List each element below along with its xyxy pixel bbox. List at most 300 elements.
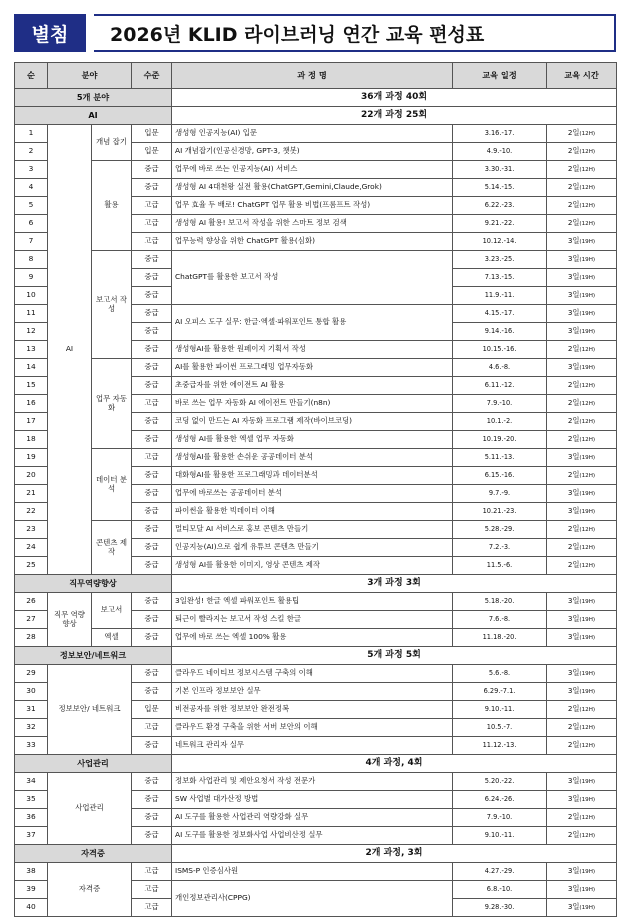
duration-days: 3일 xyxy=(567,362,580,372)
duration-days: 2일 xyxy=(567,830,580,840)
row-number: 5 xyxy=(15,197,48,215)
subfield-cell: 엑셀 xyxy=(92,629,132,647)
duration-hours: (19H) xyxy=(579,239,596,246)
level-cell: 중급 xyxy=(132,305,172,323)
level-cell: 중급 xyxy=(132,377,172,395)
section-summary: 3개 과정 3회 xyxy=(172,575,617,593)
duration-cell xyxy=(547,215,617,233)
level-cell: 입문 xyxy=(132,125,172,143)
duration-days: 3일 xyxy=(567,506,580,516)
course-name: 네트워크 관리자 실무 xyxy=(172,737,453,755)
table-row xyxy=(15,773,617,791)
level-cell: 중급 xyxy=(132,467,172,485)
course-name: 업무에 바로 쓰는 인공지능(AI) 서비스 xyxy=(172,161,453,179)
course-name: 기본 인프라 정보보안 실무 xyxy=(172,683,453,701)
duration-hours: (19H) xyxy=(579,293,596,300)
period-cell: 5.14.-15. xyxy=(453,179,547,197)
duration-hours: (19H) xyxy=(579,671,596,678)
level-cell: 고급 xyxy=(132,395,172,413)
row-number: 7 xyxy=(15,233,48,251)
duration-hours: (19H) xyxy=(579,779,596,786)
row-number: 3 xyxy=(15,161,48,179)
section-row xyxy=(15,647,617,665)
duration-days: 3일 xyxy=(567,308,580,318)
duration-hours: (19H) xyxy=(579,797,596,804)
duration-hours: (12H) xyxy=(579,437,596,444)
duration-days: 3일 xyxy=(567,596,580,606)
row-number: 26 xyxy=(15,593,48,611)
period-cell: 6.11.-12. xyxy=(453,377,547,395)
course-name: 생성형AI를 활용한 손쉬운 공공데이터 분석 xyxy=(172,449,453,467)
level-cell: 고급 xyxy=(132,215,172,233)
level-cell: 고급 xyxy=(132,719,172,737)
duration-days: 3일 xyxy=(567,326,580,336)
level-cell: 중급 xyxy=(132,179,172,197)
course-name: 업무에 바로 쓰는 엑셀 100% 활용 xyxy=(172,629,453,647)
duration-days: 2일 xyxy=(567,470,580,480)
duration-cell xyxy=(547,521,617,539)
level-cell: 중급 xyxy=(132,593,172,611)
duration-days: 2일 xyxy=(567,182,580,192)
row-number: 37 xyxy=(15,827,48,845)
row-number: 8 xyxy=(15,251,48,269)
duration-days: 3일 xyxy=(567,452,580,462)
subfield-cell: 보고서 xyxy=(92,593,132,629)
period-cell: 6.22.-23. xyxy=(453,197,547,215)
level-cell: 중급 xyxy=(132,539,172,557)
duration-hours: (12H) xyxy=(579,419,596,426)
course-name: 바로 쓰는 업무 자동화 AI 에이전트 만들기(n8n) xyxy=(172,395,453,413)
course-name: 생성형 AI를 활용한 이미지, 영상 콘텐츠 제작 xyxy=(172,557,453,575)
col-period: 교육 일정 xyxy=(453,63,547,89)
duration-cell xyxy=(547,377,617,395)
course-name: AI를 활용한 파이썬 프로그래밍 업무자동화 xyxy=(172,359,453,377)
duration-hours: (19H) xyxy=(579,257,596,264)
duration-days: 2일 xyxy=(567,704,580,714)
table-row xyxy=(15,251,617,269)
duration-hours: (19H) xyxy=(579,365,596,372)
row-number: 15 xyxy=(15,377,48,395)
row-number: 16 xyxy=(15,395,48,413)
period-cell: 11.18.-20. xyxy=(453,629,547,647)
duration-hours: (19H) xyxy=(579,617,596,624)
period-cell: 7.2.-3. xyxy=(453,539,547,557)
duration-hours: (19H) xyxy=(579,635,596,642)
row-number: 36 xyxy=(15,809,48,827)
duration-days: 2일 xyxy=(567,812,580,822)
level-cell: 고급 xyxy=(132,449,172,467)
period-cell: 6.24.-26. xyxy=(453,791,547,809)
period-cell: 11.12.-13. xyxy=(453,737,547,755)
duration-hours: (12H) xyxy=(579,473,596,480)
course-name: 파이썬을 활용한 빅데이터 이해 xyxy=(172,503,453,521)
course-name: 업무에 바로쓰는 공공데이터 분석 xyxy=(172,485,453,503)
col-duration: 교육 시간 xyxy=(547,63,617,89)
period-cell: 6.15.-16. xyxy=(453,467,547,485)
level-cell: 고급 xyxy=(132,899,172,917)
duration-hours: (19H) xyxy=(579,275,596,282)
duration-cell xyxy=(547,431,617,449)
subfield-cell: 활용 xyxy=(92,161,132,251)
level-cell: 입문 xyxy=(132,143,172,161)
row-number: 10 xyxy=(15,287,48,305)
course-name: 정보화 사업관리 및 제안요청서 작성 전문가 xyxy=(172,773,453,791)
level-cell: 중급 xyxy=(132,827,172,845)
row-number: 20 xyxy=(15,467,48,485)
duration-days: 2일 xyxy=(567,560,580,570)
duration-cell xyxy=(547,827,617,845)
duration-days: 2일 xyxy=(567,164,580,174)
duration-hours: (19H) xyxy=(579,329,596,336)
duration-hours: (19H) xyxy=(579,455,596,462)
row-number: 40 xyxy=(15,899,48,917)
duration-cell xyxy=(547,413,617,431)
row-number: 32 xyxy=(15,719,48,737)
duration-cell xyxy=(547,251,617,269)
duration-hours: (19H) xyxy=(579,311,596,318)
section-label: 직무역량향상 xyxy=(15,575,172,593)
title-bar xyxy=(14,14,616,52)
duration-hours: (19H) xyxy=(579,599,596,606)
duration-hours: (12H) xyxy=(579,725,596,732)
duration-cell xyxy=(547,341,617,359)
field-cell: 정보보안/ 네트워크 xyxy=(48,665,132,755)
level-cell: 중급 xyxy=(132,737,172,755)
summary-value: 36개 과정 40회 xyxy=(172,89,617,107)
course-name: 인공지능(AI)으로 쉽게 유튜브 콘텐츠 만들기 xyxy=(172,539,453,557)
field-cell: 자격증 xyxy=(48,863,132,917)
subfield-cell: 데이터 분석 xyxy=(92,449,132,521)
period-cell: 9.28.-30. xyxy=(453,899,547,917)
row-number: 9 xyxy=(15,269,48,287)
duration-days: 2일 xyxy=(567,722,580,732)
course-name: AI 개념잡기(인공신경망, GPT-3, 챗봇) xyxy=(172,143,453,161)
duration-hours: (12H) xyxy=(579,545,596,552)
section-label: AI xyxy=(15,107,172,125)
period-cell: 11.5.-6. xyxy=(453,557,547,575)
section-row xyxy=(15,575,617,593)
level-cell: 중급 xyxy=(132,431,172,449)
duration-days: 3일 xyxy=(567,272,580,282)
duration-hours: (19H) xyxy=(579,869,596,876)
row-number: 17 xyxy=(15,413,48,431)
duration-cell xyxy=(547,395,617,413)
duration-hours: (12H) xyxy=(579,833,596,840)
duration-days: 3일 xyxy=(567,290,580,300)
row-number: 35 xyxy=(15,791,48,809)
duration-hours: (19H) xyxy=(579,905,596,912)
course-name: 업무능력 향상을 위한 ChatGPT 활용(심화) xyxy=(172,233,453,251)
row-number: 34 xyxy=(15,773,48,791)
duration-cell xyxy=(547,359,617,377)
period-cell: 5.6.-8. xyxy=(453,665,547,683)
level-cell: 중급 xyxy=(132,665,172,683)
duration-days: 3일 xyxy=(567,866,580,876)
level-cell: 중급 xyxy=(132,269,172,287)
period-cell: 9.10.-11. xyxy=(453,701,547,719)
duration-days: 3일 xyxy=(567,884,580,894)
section-summary: 4개 과정, 4회 xyxy=(172,755,617,773)
duration-cell xyxy=(547,179,617,197)
course-name: 3일완성! 한글 엑셀 파워포인트 활용팁 xyxy=(172,593,453,611)
schedule-table xyxy=(14,62,617,917)
duration-cell xyxy=(547,611,617,629)
duration-days: 2일 xyxy=(567,398,580,408)
level-cell: 중급 xyxy=(132,521,172,539)
duration-cell xyxy=(547,485,617,503)
period-cell: 4.9.-10. xyxy=(453,143,547,161)
duration-cell xyxy=(547,539,617,557)
row-number: 23 xyxy=(15,521,48,539)
course-name: AI 도구를 활용한 정보화사업 사업비산정 실무 xyxy=(172,827,453,845)
level-cell: 중급 xyxy=(132,341,172,359)
col-level: 수준 xyxy=(132,63,172,89)
subfield-cell: 보고서 작성 xyxy=(92,251,132,359)
duration-days: 2일 xyxy=(567,218,580,228)
duration-cell xyxy=(547,197,617,215)
duration-cell xyxy=(547,701,617,719)
course-name: 대화형AI를 활용한 프로그래밍과 데이터분석 xyxy=(172,467,453,485)
duration-cell xyxy=(547,665,617,683)
course-name: 퇴근이 빨라지는 보고서 작성 스킬 한글 xyxy=(172,611,453,629)
period-cell: 9.14.-16. xyxy=(453,323,547,341)
duration-cell xyxy=(547,503,617,521)
level-cell: 고급 xyxy=(132,863,172,881)
course-name: 코딩 없이 만드는 AI 자동화 프로그램 제작(바이브코딩) xyxy=(172,413,453,431)
row-number: 33 xyxy=(15,737,48,755)
duration-hours: (19H) xyxy=(579,689,596,696)
course-name: 초중급자를 위한 에이전트 AI 활용 xyxy=(172,377,453,395)
course-name: 생성형AI를 활용한 원페이지 기획서 작성 xyxy=(172,341,453,359)
period-cell: 10.5.-7. xyxy=(453,719,547,737)
period-cell: 7.6.-8. xyxy=(453,611,547,629)
duration-hours: (12H) xyxy=(579,707,596,714)
duration-cell xyxy=(547,881,617,899)
period-cell: 10.12.-14. xyxy=(453,233,547,251)
course-name: SW 사업별 대가산정 방법 xyxy=(172,791,453,809)
period-cell: 7.13.-15. xyxy=(453,269,547,287)
duration-days: 2일 xyxy=(567,434,580,444)
period-cell: 4.27.-29. xyxy=(453,863,547,881)
duration-hours: (19H) xyxy=(579,491,596,498)
duration-days: 2일 xyxy=(567,200,580,210)
level-cell: 중급 xyxy=(132,287,172,305)
duration-hours: (12H) xyxy=(579,527,596,534)
row-number: 21 xyxy=(15,485,48,503)
row-number: 22 xyxy=(15,503,48,521)
duration-hours: (19H) xyxy=(579,509,596,516)
field-cell: 사업관리 xyxy=(48,773,132,845)
table-row xyxy=(15,629,617,647)
period-cell: 10.1.-2. xyxy=(453,413,547,431)
section-summary: 5개 과정 5회 xyxy=(172,647,617,665)
duration-days: 2일 xyxy=(567,146,580,156)
duration-days: 3일 xyxy=(567,668,580,678)
duration-cell xyxy=(547,773,617,791)
level-cell: 중급 xyxy=(132,359,172,377)
period-cell: 7.9.-10. xyxy=(453,395,547,413)
row-number: 27 xyxy=(15,611,48,629)
level-cell: 중급 xyxy=(132,773,172,791)
row-number: 14 xyxy=(15,359,48,377)
duration-hours: (12H) xyxy=(579,563,596,570)
duration-hours: (19H) xyxy=(579,887,596,894)
level-cell: 중급 xyxy=(132,629,172,647)
duration-hours: (12H) xyxy=(579,203,596,210)
duration-days: 3일 xyxy=(567,632,580,642)
duration-days: 3일 xyxy=(567,254,580,264)
duration-days: 2일 xyxy=(567,128,580,138)
row-number: 11 xyxy=(15,305,48,323)
duration-cell xyxy=(547,233,617,251)
table-row xyxy=(15,449,617,467)
summary-label: 5개 분야 xyxy=(15,89,172,107)
duration-hours: (12H) xyxy=(579,131,596,138)
duration-cell xyxy=(547,269,617,287)
duration-days: 2일 xyxy=(567,524,580,534)
duration-days: 3일 xyxy=(567,236,580,246)
level-cell: 고급 xyxy=(132,197,172,215)
course-name: AI 오피스 도구 실무: 한글·엑셀·파워포인트 통합 활용 xyxy=(172,305,453,341)
level-cell: 중급 xyxy=(132,683,172,701)
duration-hours: (12H) xyxy=(579,815,596,822)
course-name: 업무 효율 두 배로! ChatGPT 업무 활용 비법(프롬프트 작성) xyxy=(172,197,453,215)
duration-cell xyxy=(547,737,617,755)
duration-cell xyxy=(547,161,617,179)
duration-cell xyxy=(547,791,617,809)
duration-cell xyxy=(547,323,617,341)
course-name: 생성형 AI 활용! 보고서 작성을 위한 스마트 정보 검색 xyxy=(172,215,453,233)
duration-cell xyxy=(547,125,617,143)
level-cell: 고급 xyxy=(132,233,172,251)
level-cell: 중급 xyxy=(132,503,172,521)
duration-days: 3일 xyxy=(567,902,580,912)
level-cell: 중급 xyxy=(132,557,172,575)
duration-hours: (12H) xyxy=(579,185,596,192)
period-cell: 11.9.-11. xyxy=(453,287,547,305)
table-header-row xyxy=(15,63,617,89)
table-row xyxy=(15,665,617,683)
section-label: 사업관리 xyxy=(15,755,172,773)
period-cell: 10.19.-20. xyxy=(453,431,547,449)
level-cell: 고급 xyxy=(132,881,172,899)
course-name: 생성형 인공지능(AI) 입문 xyxy=(172,125,453,143)
section-summary: 22개 과정 25회 xyxy=(172,107,617,125)
table-row xyxy=(15,125,617,143)
duration-hours: (12H) xyxy=(579,167,596,174)
row-number: 31 xyxy=(15,701,48,719)
duration-hours: (12H) xyxy=(579,401,596,408)
table-row xyxy=(15,863,617,881)
duration-days: 3일 xyxy=(567,686,580,696)
level-cell: 중급 xyxy=(132,791,172,809)
course-name: ChatGPT를 활용한 보고서 작성 xyxy=(172,251,453,305)
duration-cell xyxy=(547,143,617,161)
course-name: ISMS-P 인증심사원 xyxy=(172,863,453,881)
duration-hours: (12H) xyxy=(579,347,596,354)
duration-days: 3일 xyxy=(567,488,580,498)
period-cell: 5.20.-22. xyxy=(453,773,547,791)
row-number: 28 xyxy=(15,629,48,647)
duration-days: 3일 xyxy=(567,614,580,624)
col-no: 순 xyxy=(15,63,48,89)
course-name: 클라우드 네이티브 정보시스템 구축의 이해 xyxy=(172,665,453,683)
period-cell: 5.28.-29. xyxy=(453,521,547,539)
duration-cell xyxy=(547,683,617,701)
duration-hours: (12H) xyxy=(579,221,596,228)
period-cell: 5.18.-20. xyxy=(453,593,547,611)
duration-cell xyxy=(547,719,617,737)
duration-hours: (12H) xyxy=(579,149,596,156)
duration-cell xyxy=(547,287,617,305)
table-body xyxy=(15,89,617,917)
period-cell: 3.16.-17. xyxy=(453,125,547,143)
period-cell: 6.29.-7.1. xyxy=(453,683,547,701)
level-cell: 중급 xyxy=(132,611,172,629)
course-name: 생성형 AI 4대천왕 실전 활용(ChatGPT,Gemini,Claude,Grok) xyxy=(172,179,453,197)
level-cell: 중급 xyxy=(132,323,172,341)
course-name: 멀티모달 AI 서비스로 홍보 콘텐츠 만들기 xyxy=(172,521,453,539)
duration-cell xyxy=(547,593,617,611)
level-cell: 중급 xyxy=(132,161,172,179)
period-cell: 4.15.-17. xyxy=(453,305,547,323)
duration-days: 2일 xyxy=(567,380,580,390)
section-label: 자격증 xyxy=(15,845,172,863)
row-number: 30 xyxy=(15,683,48,701)
row-number: 18 xyxy=(15,431,48,449)
field-cell: 직무 역량 향상 xyxy=(48,593,92,647)
row-number: 6 xyxy=(15,215,48,233)
period-cell: 9.21.-22. xyxy=(453,215,547,233)
period-cell: 3.23.-25. xyxy=(453,251,547,269)
period-cell: 9.7.-9. xyxy=(453,485,547,503)
period-cell: 10.15.-16. xyxy=(453,341,547,359)
duration-days: 2일 xyxy=(567,740,580,750)
period-cell: 10.21.-23. xyxy=(453,503,547,521)
row-number: 39 xyxy=(15,881,48,899)
duration-days: 2일 xyxy=(567,416,580,426)
row-number: 29 xyxy=(15,665,48,683)
duration-cell xyxy=(547,305,617,323)
duration-cell xyxy=(547,809,617,827)
duration-cell xyxy=(547,629,617,647)
section-row xyxy=(15,107,617,125)
section-row xyxy=(15,755,617,773)
table-row xyxy=(15,593,617,611)
duration-days: 2일 xyxy=(567,542,580,552)
col-course: 과 정 명 xyxy=(172,63,453,89)
duration-cell xyxy=(547,863,617,881)
course-name: 생성형 AI를 활용한 엑셀 업무 자동화 xyxy=(172,431,453,449)
duration-days: 2일 xyxy=(567,344,580,354)
subfield-cell: 개념 잡기 xyxy=(92,125,132,161)
period-cell: 4.6.-8. xyxy=(453,359,547,377)
subfield-cell: 업무 자동화 xyxy=(92,359,132,449)
period-cell: 9.10.-11. xyxy=(453,827,547,845)
attachment-badge: 별첨 xyxy=(14,14,86,52)
period-cell: 7.9.-10. xyxy=(453,809,547,827)
course-name: AI 도구를 활용한 사업관리 역량강화 실무 xyxy=(172,809,453,827)
section-summary: 2개 과정, 3회 xyxy=(172,845,617,863)
section-row xyxy=(15,845,617,863)
row-number: 1 xyxy=(15,125,48,143)
field-cell: AI xyxy=(48,125,92,575)
row-number: 19 xyxy=(15,449,48,467)
table-row xyxy=(15,359,617,377)
duration-hours: (12H) xyxy=(579,383,596,390)
duration-cell xyxy=(547,557,617,575)
table-row xyxy=(15,161,617,179)
